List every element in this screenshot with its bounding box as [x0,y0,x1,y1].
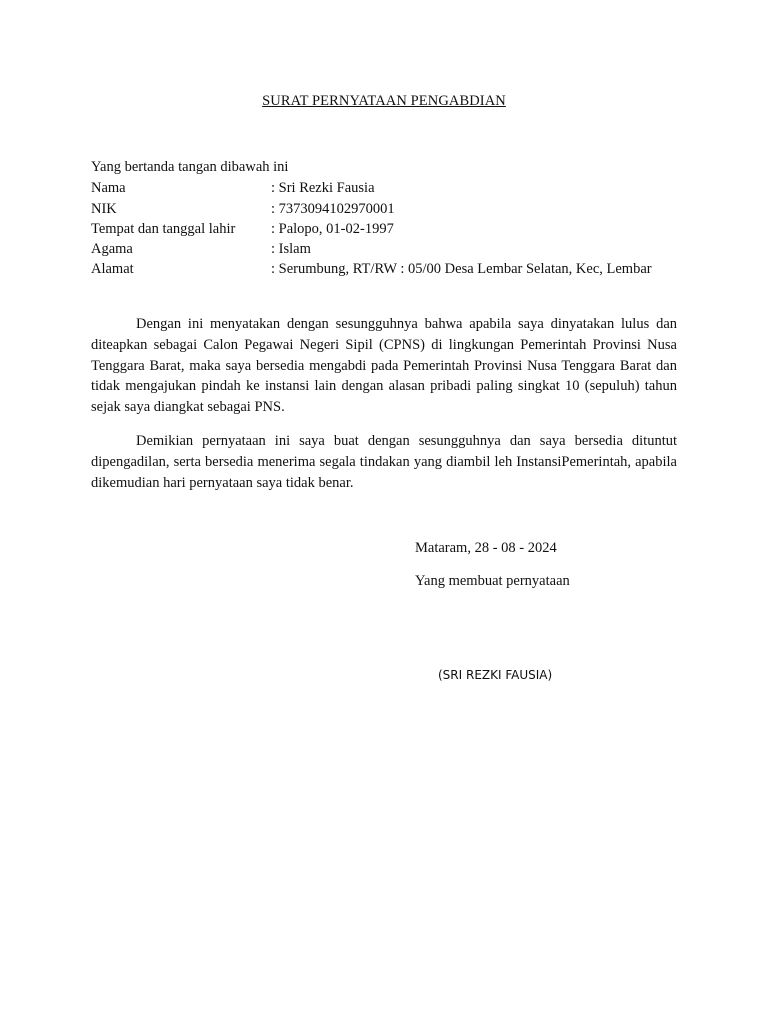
intro-text: Yang bertanda tangan dibawah ini [91,159,289,175]
signer-caption: Yang membuat pernyataan [415,573,570,589]
field-value: : 7373094102970001 [271,201,395,217]
field-value: : Islam [271,241,311,257]
field-label: Tempat dan tanggal lahir [91,221,236,237]
field-label: Alamat [91,261,134,277]
field-row-alamat [91,261,711,281]
field-row-agama [91,241,711,261]
field-label: NIK [91,201,117,217]
place-date: Mataram, 28 - 08 - 2024 [415,540,557,556]
field-value: : Sri Rezki Fausia [271,180,375,196]
closing-paragraph: Demikian pernyataan ini saya buat dengan sesungguhnya dan saya bersedia dituntut dipengadilan, serta bersedia menerima segala tindakan yang diambil leh InstansiPemerintah, apabila dikemudian hari pernyataan saya tidak benar. [91,433,677,491]
field-row-nama [91,180,711,200]
document-title: SURAT PERNYATAAN PENGABDIAN [262,93,506,109]
field-row-nik [91,201,711,221]
field-label: Nama [91,180,126,196]
statement-paragraph: Dengan ini menyatakan dengan sesungguhnya bahwa apabila saya dinyatakan lulus dan diteapkan sebagai Calon Pegawai Negeri Sipil (CPNS) di lingkungan Pemerintah Provinsi Nusa Tenggara Barat, maka saya bersedia mengabdi pada Pemerintah Provinsi Nusa Tenggara Barat dan tidak mengajukan pindah ke instansi lain dengan alasan pribadi paling singkat 10 (sepuluh) tahun sejak saya diangkat sebagai PNS. [91,316,677,416]
field-label: Agama [91,241,133,257]
field-value: : Palopo, 01-02-1997 [271,221,394,237]
field-row-tempat-tanggal-lahir [91,221,711,241]
field-value: : Serumbung, RT/RW : 05/00 Desa Lembar Selatan, Kec, Lembar [271,261,652,277]
signer-name: (SRI REZKI FAUSIA) [438,668,553,682]
